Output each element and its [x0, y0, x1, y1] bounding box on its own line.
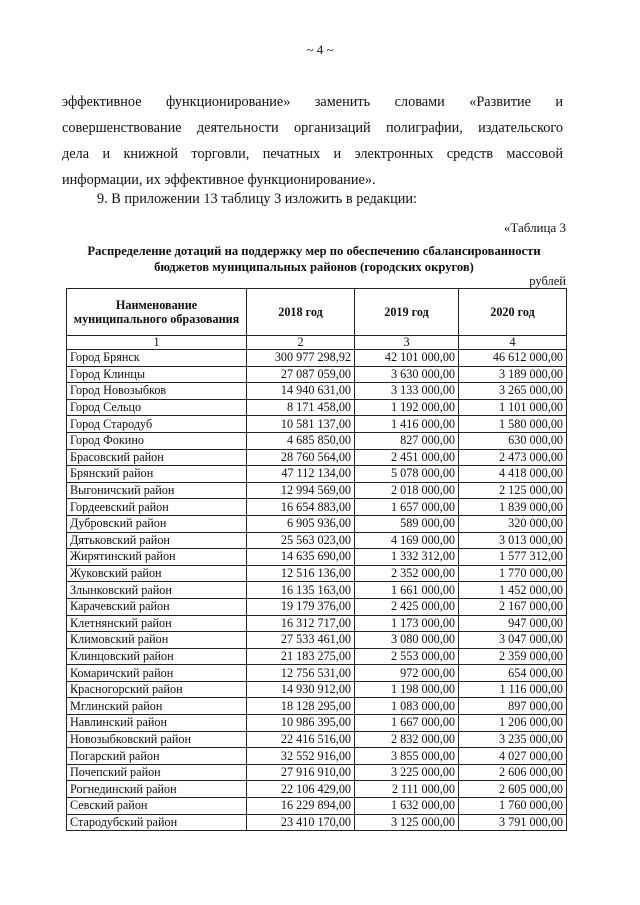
cell-2020: 1 577 312,00: [459, 549, 567, 566]
cell-2020: 897 000,00: [459, 698, 567, 715]
cell-2020: 4 418 000,00: [459, 466, 567, 483]
table-row: [67, 598, 567, 615]
header-municipality: Наименование муниципального образования: [67, 289, 247, 336]
cell-municipality: Город Брянск: [67, 350, 247, 367]
table-row: [67, 731, 567, 748]
cell-municipality: Выгоничский район: [67, 482, 247, 499]
table-row: [67, 565, 567, 582]
cell-2019: 2 832 000,00: [355, 731, 459, 748]
cell-2020: 3 189 000,00: [459, 366, 567, 383]
cell-2019: 2 352 000,00: [355, 565, 459, 582]
cell-2019: 3 125 000,00: [355, 814, 459, 831]
table-row: [67, 532, 567, 549]
cell-municipality: Дубровский район: [67, 515, 247, 532]
cell-municipality: Стародубский район: [67, 814, 247, 831]
cell-2018: 28 760 564,00: [247, 449, 355, 466]
cell-2019: 1 332 312,00: [355, 549, 459, 566]
table-row: [67, 416, 567, 433]
table-row: [67, 665, 567, 682]
table-row: [67, 350, 567, 367]
cell-2019: 3 630 000,00: [355, 366, 459, 383]
table-row: [67, 648, 567, 665]
index-cell: 1: [67, 336, 247, 350]
cell-2018: 14 635 690,00: [247, 549, 355, 566]
table-index-row: [67, 336, 567, 350]
table-row: [67, 748, 567, 765]
cell-municipality: Карачевский район: [67, 598, 247, 615]
cell-2019: 972 000,00: [355, 665, 459, 682]
cell-2018: 18 128 295,00: [247, 698, 355, 715]
cell-2018: 14 940 631,00: [247, 383, 355, 400]
cell-2020: 947 000,00: [459, 615, 567, 632]
cell-2019: 1 198 000,00: [355, 681, 459, 698]
cell-municipality: Клинцовский район: [67, 648, 247, 665]
cell-2018: 27 087 059,00: [247, 366, 355, 383]
cell-municipality: Брасовский район: [67, 449, 247, 466]
cell-municipality: Злынковский район: [67, 582, 247, 599]
table-row: [67, 549, 567, 566]
cell-2018: 22 106 429,00: [247, 781, 355, 798]
table-caption: [62, 243, 566, 275]
caption-line-2: бюджетов муниципальных районов (городских округов): [154, 260, 474, 274]
cell-2018: 32 552 916,00: [247, 748, 355, 765]
cell-2018: 21 183 275,00: [247, 648, 355, 665]
cell-2020: 3 013 000,00: [459, 532, 567, 549]
table-row: [67, 615, 567, 632]
paragraph-line: совершенствование деятельности организаций полиграфии, издательского: [62, 120, 563, 136]
index-cell: 2: [247, 336, 355, 350]
paragraph-line: дела и книжной торговли, печатных и электронных средств массовой: [62, 146, 563, 162]
paragraph-text: [62, 89, 563, 193]
caption-line-1: Распределение дотаций на поддержку мер по обеспечению сбалансированности: [87, 244, 541, 258]
cell-municipality: Красногорский район: [67, 681, 247, 698]
table-row: [67, 798, 567, 815]
cell-2019: 1 667 000,00: [355, 715, 459, 732]
table-row: [67, 366, 567, 383]
item-9-text: 9. В приложении 13 таблицу 3 изложить в редакции:: [97, 191, 418, 207]
cell-municipality: Мглинский район: [67, 698, 247, 715]
cell-2018: 10 986 395,00: [247, 715, 355, 732]
cell-2020: 2 167 000,00: [459, 598, 567, 615]
paragraph-line: эффективное функционирование» заменить словами «Развитие и: [62, 94, 563, 110]
cell-2020: 1 116 000,00: [459, 681, 567, 698]
cell-2020: 2 473 000,00: [459, 449, 567, 466]
table-row: [67, 466, 567, 483]
cell-2018: 10 581 137,00: [247, 416, 355, 433]
cell-2020: 1 101 000,00: [459, 399, 567, 416]
cell-2020: 1 452 000,00: [459, 582, 567, 599]
table-row: [67, 482, 567, 499]
cell-2020: 2 125 000,00: [459, 482, 567, 499]
cell-2019: 3 080 000,00: [355, 632, 459, 649]
table-row: [67, 814, 567, 831]
cell-2018: 16 312 717,00: [247, 615, 355, 632]
cell-2018: 12 994 569,00: [247, 482, 355, 499]
cell-2020: 3 235 000,00: [459, 731, 567, 748]
header-2018: 2018 год: [247, 289, 355, 336]
cell-2020: 654 000,00: [459, 665, 567, 682]
table-row: [67, 449, 567, 466]
cell-municipality: Комаричский район: [67, 665, 247, 682]
cell-2018: 14 930 912,00: [247, 681, 355, 698]
page-number: ~ 4 ~: [306, 42, 334, 57]
table-row: [67, 432, 567, 449]
table-row: [67, 515, 567, 532]
cell-2020: 1 770 000,00: [459, 565, 567, 582]
cell-2019: 2 553 000,00: [355, 648, 459, 665]
cell-2019: 589 000,00: [355, 515, 459, 532]
cell-2020: 320 000,00: [459, 515, 567, 532]
cell-municipality: Город Новозыбков: [67, 383, 247, 400]
table-row: [67, 582, 567, 599]
cell-municipality: Погарский район: [67, 748, 247, 765]
cell-2019: 4 169 000,00: [355, 532, 459, 549]
cell-2018: 19 179 376,00: [247, 598, 355, 615]
cell-2020: 1 206 000,00: [459, 715, 567, 732]
cell-2020: 3 265 000,00: [459, 383, 567, 400]
table-row: [67, 715, 567, 732]
cell-2020: 2 606 000,00: [459, 764, 567, 781]
cell-municipality: Город Клинцы: [67, 366, 247, 383]
cell-2018: 300 977 298,92: [247, 350, 355, 367]
cell-2019: 1 416 000,00: [355, 416, 459, 433]
index-cell: 3: [355, 336, 459, 350]
cell-municipality: Севский район: [67, 798, 247, 815]
table-row: [67, 399, 567, 416]
cell-2019: 2 451 000,00: [355, 449, 459, 466]
cell-2018: 27 533 461,00: [247, 632, 355, 649]
cell-2018: 27 916 910,00: [247, 764, 355, 781]
cell-municipality: Город Фокино: [67, 432, 247, 449]
table-row: [67, 499, 567, 516]
table-body: [67, 350, 567, 831]
table-header-row: [67, 289, 567, 336]
index-cell: 4: [459, 336, 567, 350]
table-row: [67, 698, 567, 715]
cell-2018: 8 171 458,00: [247, 399, 355, 416]
cell-municipality: Город Стародуб: [67, 416, 247, 433]
cell-2019: 5 078 000,00: [355, 466, 459, 483]
cell-2019: 1 657 000,00: [355, 499, 459, 516]
cell-municipality: Жуковский район: [67, 565, 247, 582]
cell-2019: 2 111 000,00: [355, 781, 459, 798]
cell-municipality: Брянский район: [67, 466, 247, 483]
header-2019: 2019 год: [355, 289, 459, 336]
cell-2018: 23 410 170,00: [247, 814, 355, 831]
table-row: [67, 764, 567, 781]
header-2020: 2020 год: [459, 289, 567, 336]
cell-2019: 2 425 000,00: [355, 598, 459, 615]
cell-2020: 2 605 000,00: [459, 781, 567, 798]
cell-municipality: Климовский район: [67, 632, 247, 649]
cell-municipality: Почепский район: [67, 764, 247, 781]
cell-2019: 827 000,00: [355, 432, 459, 449]
cell-2020: 46 612 000,00: [459, 350, 567, 367]
cell-2018: 22 416 516,00: [247, 731, 355, 748]
units-label: рублей: [529, 274, 566, 288]
cell-2018: 16 135 163,00: [247, 582, 355, 599]
cell-municipality: Новозыбковский район: [67, 731, 247, 748]
cell-2018: 16 654 883,00: [247, 499, 355, 516]
cell-2019: 1 173 000,00: [355, 615, 459, 632]
cell-2020: 3 791 000,00: [459, 814, 567, 831]
cell-2019: 1 083 000,00: [355, 698, 459, 715]
table-row: [67, 632, 567, 649]
cell-2019: 3 855 000,00: [355, 748, 459, 765]
cell-2018: 4 685 850,00: [247, 432, 355, 449]
cell-2018: 12 756 531,00: [247, 665, 355, 682]
cell-2020: 1 580 000,00: [459, 416, 567, 433]
subsidy-table: [66, 288, 567, 831]
paragraph-last-line: информации, их эффективное функционирование».: [62, 172, 376, 188]
cell-2018: 12 516 136,00: [247, 565, 355, 582]
cell-2020: 1 839 000,00: [459, 499, 567, 516]
table-reference: «Таблица 3: [503, 220, 566, 235]
cell-2019: 3 133 000,00: [355, 383, 459, 400]
cell-2018: 25 563 023,00: [247, 532, 355, 549]
cell-2018: 47 112 134,00: [247, 466, 355, 483]
table-row: [67, 781, 567, 798]
cell-municipality: Жирятинский район: [67, 549, 247, 566]
cell-municipality: Гордеевский район: [67, 499, 247, 516]
cell-2019: 1 192 000,00: [355, 399, 459, 416]
cell-municipality: Рогнединский район: [67, 781, 247, 798]
cell-2020: 3 047 000,00: [459, 632, 567, 649]
cell-2019: 3 225 000,00: [355, 764, 459, 781]
cell-2019: 42 101 000,00: [355, 350, 459, 367]
cell-2020: 1 760 000,00: [459, 798, 567, 815]
cell-2019: 2 018 000,00: [355, 482, 459, 499]
cell-2020: 630 000,00: [459, 432, 567, 449]
cell-municipality: Навлинский район: [67, 715, 247, 732]
table-row: [67, 383, 567, 400]
cell-2018: 16 229 894,00: [247, 798, 355, 815]
cell-2020: 4 027 000,00: [459, 748, 567, 765]
cell-municipality: Город Сельцо: [67, 399, 247, 416]
cell-2019: 1 661 000,00: [355, 582, 459, 599]
cell-2020: 2 359 000,00: [459, 648, 567, 665]
table-row: [67, 681, 567, 698]
cell-2018: 6 905 936,00: [247, 515, 355, 532]
cell-municipality: Клетнянский район: [67, 615, 247, 632]
cell-municipality: Дятьковский район: [67, 532, 247, 549]
cell-2019: 1 632 000,00: [355, 798, 459, 815]
